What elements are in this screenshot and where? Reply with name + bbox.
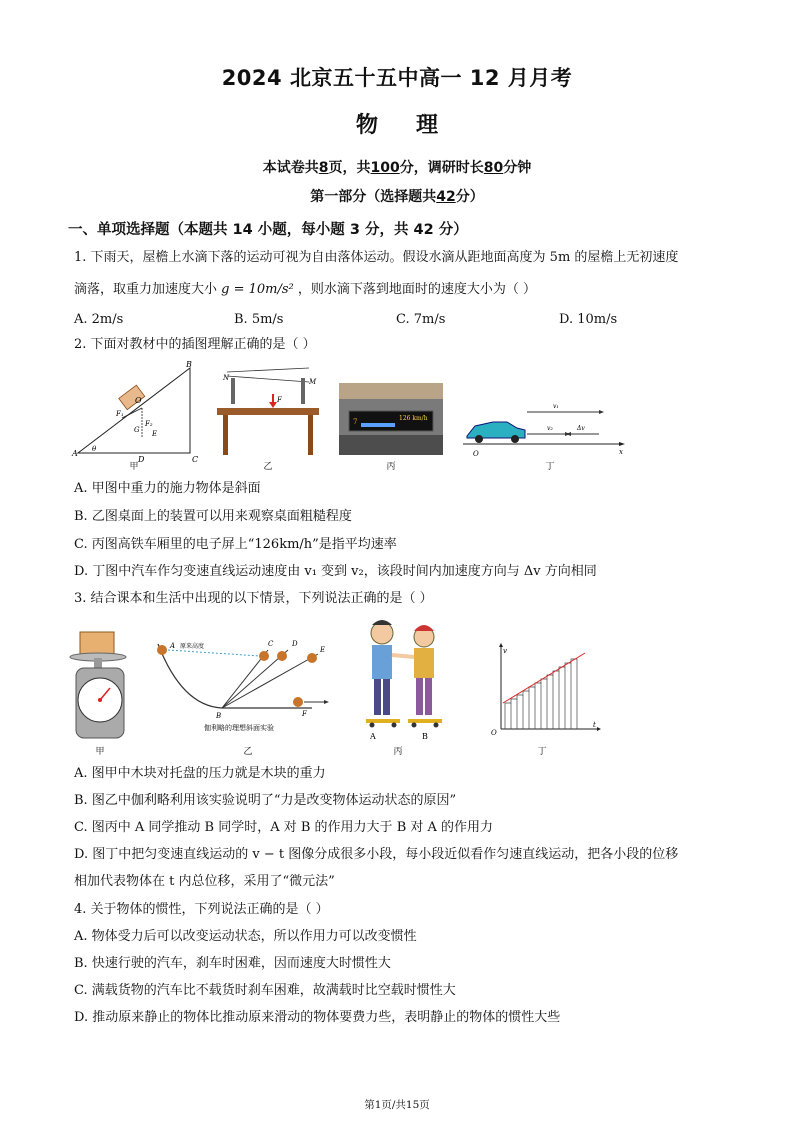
q3-figure-skaters: [352, 615, 448, 743]
vt-step-bars: [505, 659, 577, 729]
page-footer: 第1页/共15页: [364, 1099, 430, 1111]
svg-text:N: N: [223, 374, 230, 382]
svg-text:O: O: [473, 450, 479, 458]
q1-stem-line1: 1. 下雨天，屋檐上水滴下落的运动可视为自由落体运动。假设水滴从距地面高度为 5m 的屋檐上无初速度: [74, 250, 679, 265]
q3-option-d-cont: 相加代表物体在 t 内总位移，采用了“微元法”: [74, 874, 335, 889]
q2-fig-label-jia: 甲: [129, 462, 139, 472]
section-heading: 一、单项选择题（本题共 14 小题，每小题 3 分，共 42 分）: [68, 222, 468, 238]
q3-fig-label-bing: 丙: [393, 747, 403, 757]
svg-text:C: C: [192, 455, 199, 464]
q4-option-b: B. 快速行驶的汽车，刹车时困难，因而速度大时惯性大: [74, 956, 391, 971]
svg-text:M: M: [309, 378, 317, 386]
q3-figure-ramp: [152, 636, 342, 736]
q3-fig-label-ding: 丁: [537, 747, 547, 757]
q4-option-c: C. 满载货物的汽车比不载货时刹车困难，故满载时比空载时惯性大: [74, 983, 456, 998]
svg-text:D: D: [292, 640, 298, 648]
svg-text:O: O: [135, 396, 142, 405]
q2-figure-train-screen: [339, 383, 443, 455]
svg-text:A: A: [170, 642, 176, 650]
svg-text:O: O: [491, 729, 497, 737]
q2-fig-label-bing: 丙: [386, 462, 396, 472]
q1-option-a: A. 2m/s: [74, 312, 124, 327]
q2-option-c: C. 丙图高铁车厢里的电子屏上“126km/h”是指平均速率: [74, 537, 397, 552]
q3-fig-label-yi: 乙: [243, 747, 253, 757]
gravity-formula: g = 10m/s²: [221, 282, 294, 297]
svg-text:x: x: [619, 448, 623, 456]
svg-text:E: E: [320, 646, 326, 654]
svg-text:v: v: [503, 647, 507, 655]
subject-title: 物理: [355, 113, 476, 138]
q2-option-d: D. 丁图中汽车作匀变速直线运动速度由 v₁ 变到 v₂，该段时间内加速度方向与 Δv 方向相同: [74, 564, 597, 579]
svg-text:B: B: [216, 712, 222, 720]
q4-option-d: D. 推动原来静止的物体比推动原来滑动的物体要费力些，表明静止的物体的惯性大些: [74, 1010, 561, 1025]
q1-option-d: D. 10m/s: [559, 312, 618, 327]
svg-text:A: A: [370, 732, 376, 741]
q2-figure-incline: [72, 358, 199, 466]
svg-text:t: t: [593, 721, 596, 729]
q3-ramp-caption: 伽利略的理想斜面实验: [204, 724, 274, 732]
part-one-heading: 第一部分（选择题共42分）: [310, 189, 484, 205]
q3-fig-label-jia: 甲: [95, 747, 105, 757]
q4-stem: 4. 关于物体的惯性，下列说法正确的是（ ）: [74, 902, 329, 917]
svg-text:v₂: v₂: [547, 425, 553, 432]
q3-option-c: C. 图丙中 A 同学推动 B 同学时，A 对 B 的作用力大于 B 对 A 的作用力: [74, 820, 494, 835]
svg-text:A: A: [72, 449, 78, 458]
q3-option-d: D. 图丁中把匀变速直线运动的 v − t 图像分成很多小段，每小段近似看作匀速直线运动，把各小段的位移: [74, 847, 679, 862]
q2-option-a: A. 甲图中重力的施力物体是斜面: [74, 481, 261, 496]
q1-option-b: B. 5m/s: [234, 312, 284, 327]
svg-text:F: F: [302, 710, 307, 718]
svg-text:B: B: [186, 360, 192, 369]
q2-stem: 2. 下面对教材中的插图理解正确的是（ ）: [74, 337, 316, 352]
svg-text:B: B: [422, 732, 428, 741]
svg-text:Δv: Δv: [577, 425, 585, 432]
q2-figure-car: [459, 398, 627, 458]
svg-text:E: E: [152, 430, 158, 438]
q3-figure-vt-graph: [489, 643, 601, 737]
svg-text:C: C: [268, 640, 274, 648]
q3-figure-scale: [68, 630, 134, 742]
q3-option-a: A. 图甲中木块对托盘的压力就是木块的重力: [74, 766, 326, 781]
exam-title: 2024 北京五十五中高一 12 月月考: [221, 66, 573, 90]
q4-option-a: A. 物体受力后可以改变运动状态，所以作用力可以改变惯性: [74, 929, 417, 944]
q3-ramp-height-label: 原来高度: [180, 643, 205, 650]
svg-text:D: D: [138, 455, 145, 464]
svg-text:F₂: F₂: [145, 420, 153, 428]
svg-text:G: G: [134, 426, 140, 434]
q2-fig-label-yi: 乙: [263, 462, 273, 472]
svg-text:F: F: [277, 396, 282, 404]
q3-option-b: B. 图乙中伽利略利用该实验说明了“力是改变物体运动状态的原因”: [74, 793, 457, 808]
exam-info: 本试卷共8页，共100分，调研时长80分钟: [262, 160, 532, 176]
q2-screen-speed: 126 km/h: [399, 415, 428, 422]
q1-option-c: C. 7m/s: [396, 312, 446, 327]
q3-stem: 3. 结合课本和生活中出现的以下情景，下列说法正确的是（ ）: [74, 591, 433, 606]
q2-fig-label-ding: 丁: [545, 462, 555, 472]
q2-figure-table: [213, 360, 323, 460]
svg-text:F₁: F₁: [116, 410, 124, 418]
q1-stem-line2: 滴落，取重力加速度大小 g = 10m/s² ，则水滴下落到地面时的速度大小为（ ）: [74, 282, 537, 297]
svg-text:7: 7: [353, 418, 358, 426]
svg-text:θ: θ: [92, 445, 97, 453]
svg-text:v₁: v₁: [553, 403, 559, 410]
q2-option-b: B. 乙图桌面上的装置可以用来观察桌面粗糙程度: [74, 509, 352, 524]
